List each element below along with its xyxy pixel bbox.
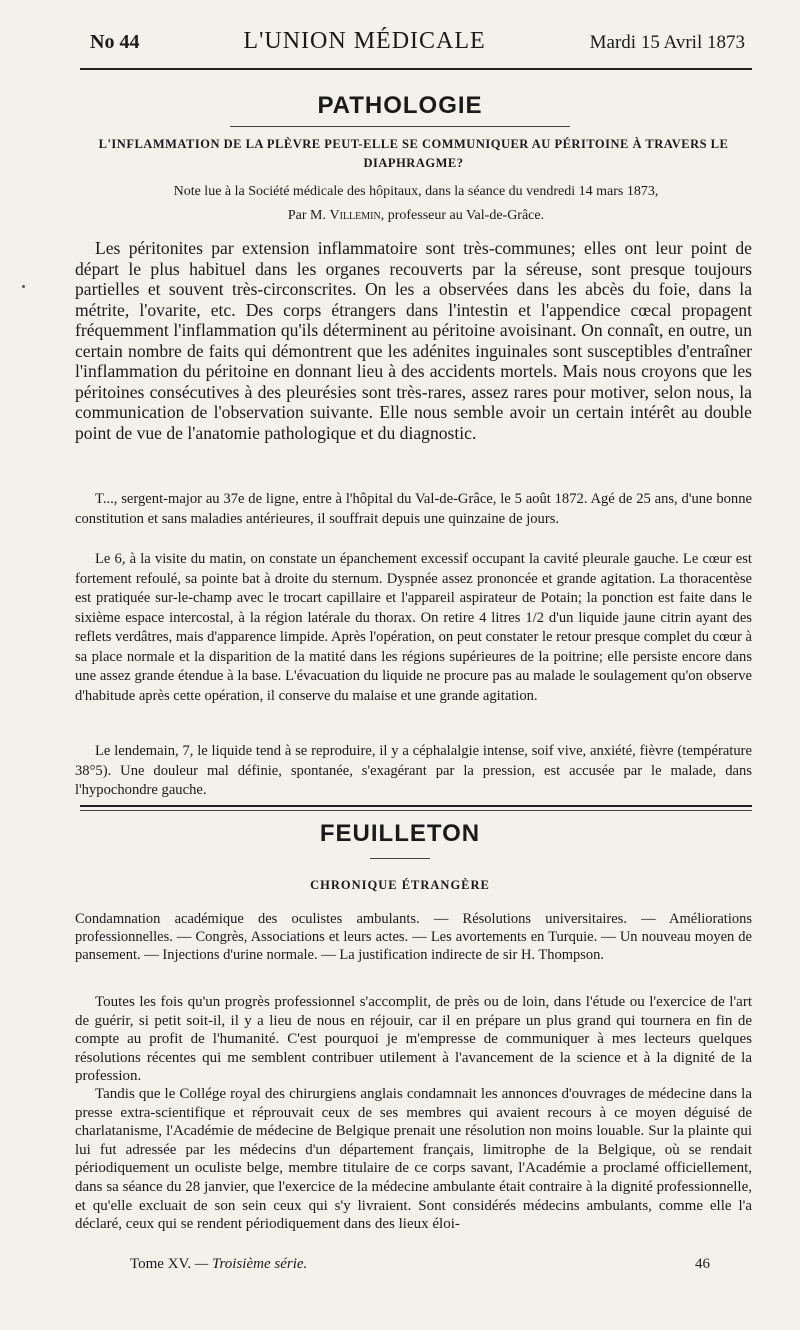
article-note <box>80 180 752 228</box>
issue-number: No 44 <box>90 31 140 53</box>
feuilleton-rule-top <box>80 805 752 807</box>
section-title-feuilleton: FEUILLETON <box>319 820 481 847</box>
margin-mark <box>22 285 25 288</box>
article-title: L'INFLAMMATION DE LA PLÈVRE PEUT-ELLE SE COMMUNIQUER AU PÉRITOINE À TRAVERS LE DIAPHRAGME? <box>98 137 729 170</box>
note-affiliation: , professeur au Val-de-Grâce. <box>380 208 545 223</box>
chronique-summary: Condamnation académique des oculistes ambulants. — Résolutions universitaires. — Améliorations professionnelles. — Congrès, Associations et leurs actes. — Les avortements en Turquie. — Un nouveau moyen de pansement. — Injections d'urine normale. — La justification indirecte de sir H. Thompson. <box>75 911 752 963</box>
section-divider <box>230 126 570 127</box>
note-author: Villemin <box>329 208 381 223</box>
issue-date: Mardi 15 Avril 1873 <box>589 32 745 53</box>
masthead-rule <box>80 68 752 70</box>
article-paragraph-1: T..., sergent-major au 37e de ligne, entre à l'hôpital du Val-de-Grâce, le 5 août 1872. Agé de 25 ans, d'une bonne constitution et sans maladies antérieures, il souffrait depuis une quinzaine de jours. <box>75 491 752 527</box>
chronique-paragraph-1: Toutes les fois qu'un progrès professionnel s'accomplit, de près ou de loin, dans l'étude ou l'exercice de l'art de guérir, si petit soit-il, il y a lieu de nous en réjouir, car il en prépare un plus grand qui tournera en fin de compte au profit de l'humanité. C'est pourquoi je m'empresse de communiquer à mes lecteurs quelques résolutions récentes qui me semblent contribuer utilement à l'avancement de la science et à la dignité de la profession. <box>75 994 752 1085</box>
footer-series: — Troisième série. <box>194 1256 308 1272</box>
chronique-title: CHRONIQUE ÉTRANGÈRE <box>310 878 490 892</box>
footer-tome: Tome XV. <box>130 1256 192 1272</box>
chronique-paragraph-2: Tandis que le Collége royal des chirurgiens anglais condamnait les annonces d'ouvrages de médecine dans la presse extra-scientifique et réprouvait ceux de ses membres qui avaient recours à ce moyen déguisé de charlatanisme, l'Académie de médecine de Belgique prenait une résolution non moins louable. Sur la plainte qui lui fut adressée par les médecins d'un département français, limitrophe de la Belgique, où se rendait périodiquement un oculiste belge, membre titulaire de ce corps savant, l'Académie a proclamé officiellement, dans sa séance du 28 janvier, que l'exercice de la médecine ambulante était contraire à la dignité professionnelle, et qu'elle excluait de son sein ceux qui s'y livraient. Sont considérés médecins ambulants, comme elle l'a déclaré, ceux qui se rendent périodiquement dans des lieux éloi- <box>75 1086 752 1233</box>
note-line-2 <box>80 204 752 228</box>
note-by: Par M. <box>287 208 330 223</box>
note-line-1: Note lue à la Société médicale des hôpitaux, dans la séance du vendredi 14 mars 1873, <box>173 184 659 199</box>
feuilleton-small-divider <box>370 858 430 859</box>
page-footer <box>130 1256 710 1273</box>
article-paragraph-2: Le 6, à la visite du matin, on constate un épanchement excessif occupant la cavité pleurale gauche. Le cœur est fortement refoulé, sa pointe bat à droite du sternum. Dyspnée assez prononcée et grande agitation. La thoracentèse est pratiquée sur-le-champ avec le trocart capillaire et l'appareil aspirateur de Potain; la ponction est faite dans le sixième espace intercostal, à la région latérale du thorax. On retire 4 litres 1/2 d'un liquide jaune citrin ayant des reflets verdâtres, mais d'apparence limpide. Après l'opération, on peut constater le retour presque complet du cœur à sa place normale et la disparition de la matité dans les régions supérieures de la poitrine; elle persiste encore dans une assez grande étendue à la base. L'évacuation du liquide ne procure pas au malade le soulagement qu'on observe d'habitude après cette opération, il conserve du malaise et une grande agitation. <box>75 551 752 704</box>
article-paragraph-3: Le lendemain, 7, le liquide tend à se reproduire, il y a céphalalgie intense, soif vive, anxiété, fièvre (température 38°5). Une douleur mal définie, spontanée, s'exagérant par la pression, est accusée par le malade, dans l'hypochondre gauche. <box>75 743 752 798</box>
section-title-pathologie: PATHOLOGIE <box>317 92 483 119</box>
masthead <box>90 28 745 68</box>
journal-title: L'UNION MÉDICALE <box>243 28 486 54</box>
feuilleton-rule-bottom <box>80 810 752 811</box>
page-number: 46 <box>695 1256 710 1272</box>
article-intro-paragraph: Les péritonites par extension inflammatoire sont très-communes; elles ont leur point de départ le plus habituel dans les organes recouverts par la séreuse, sont presque toujours partielles et souvent très-circonscrites. On les a observées dans les abcès du foie, dans la métrite, l'ovarite, etc. Des corps étrangers dans l'intestin et l'appendice cœcal propagent fréquemment l'inflammation qu'ils déterminent au péritoine avoisinant. On connaît, en outre, un certain nombre de faits qui démontrent que les adénites inguinales sont susceptibles d'entraîner l'inflammation du péritoine en donnant lieu à des accidents mortels. Mais nous croyons que les péritoines consécutives à des pleurésies sont très-rares, assez rares pour motiver, selon nous, la communication de l'observation suivante. Elle nous semble avoir un certain intérêt au double point de vue de l'anatomie pathologique et du diagnostic. <box>75 238 752 443</box>
footer-volume <box>130 1256 307 1273</box>
